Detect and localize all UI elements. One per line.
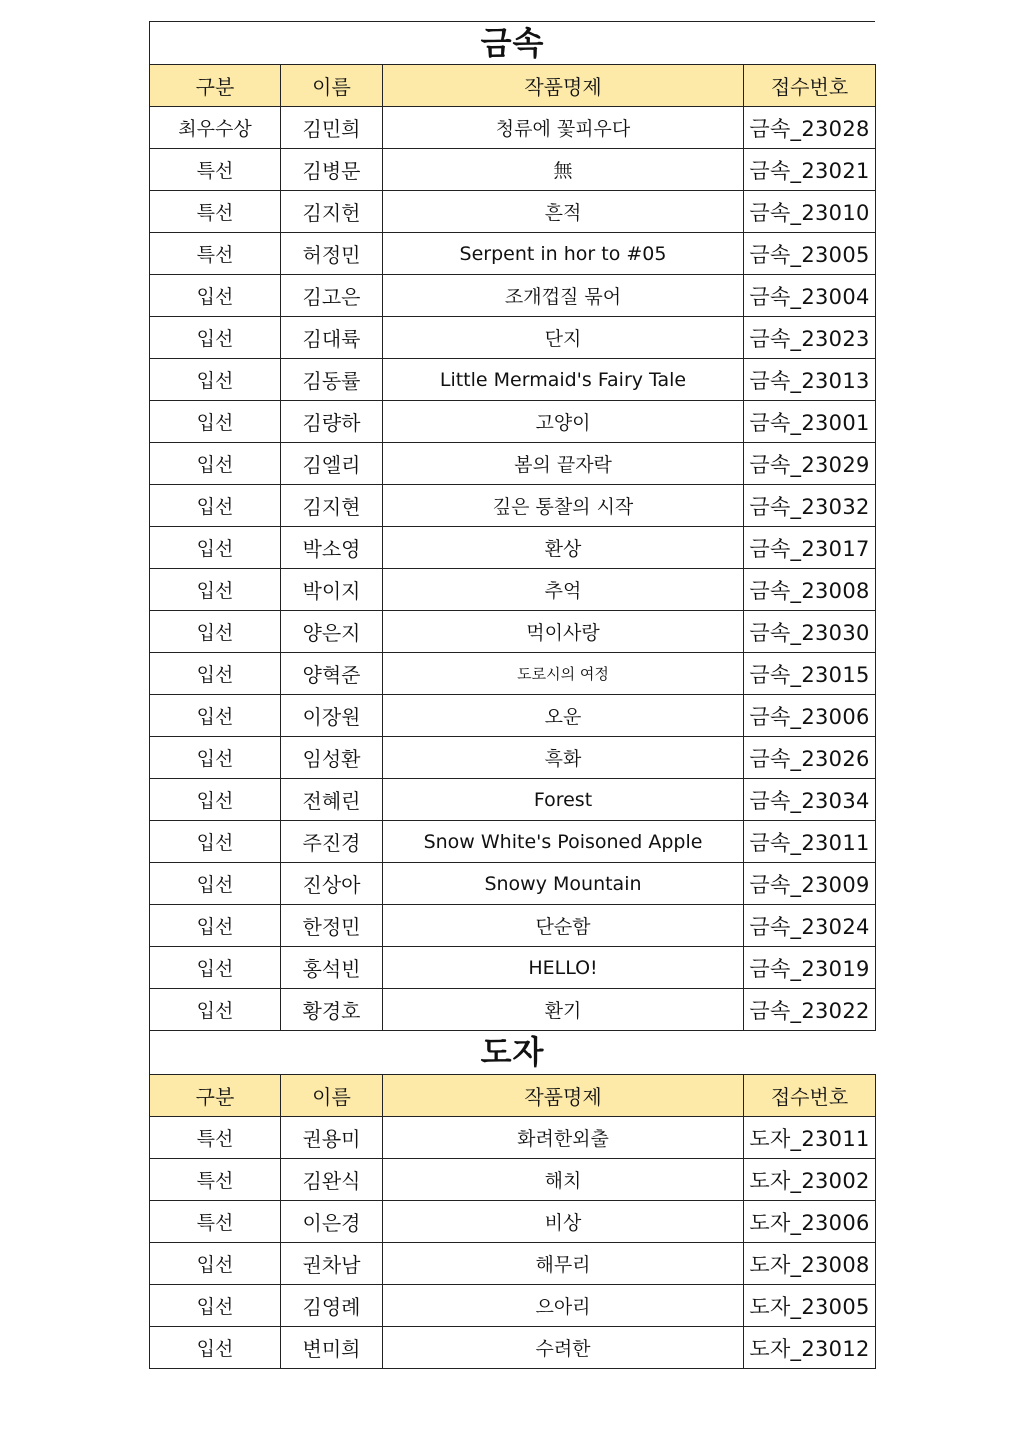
name-cell: 김동률 [281, 359, 383, 401]
category-cell: 입선 [150, 611, 281, 653]
name-cell: 김지헌 [281, 191, 383, 233]
title-cell: 해치 [383, 1159, 744, 1201]
table-row [150, 611, 876, 653]
title-cell: 흔적 [383, 191, 744, 233]
code-cell: 금속_23022 [744, 989, 876, 1031]
table-row [150, 653, 876, 695]
name-cell: 김병문 [281, 149, 383, 191]
code-cell: 금속_23028 [744, 107, 876, 149]
category-cell: 입선 [150, 569, 281, 611]
category-cell: 특선 [150, 1159, 281, 1201]
header-category: 구분 [150, 65, 281, 107]
code-cell: 금속_23019 [744, 947, 876, 989]
table-header-row [150, 65, 876, 107]
name-cell: 이장원 [281, 695, 383, 737]
category-cell: 특선 [150, 1201, 281, 1243]
table-row [150, 947, 876, 989]
category-cell: 입선 [150, 905, 281, 947]
code-cell: 금속_23009 [744, 863, 876, 905]
code-cell: 금속_23021 [744, 149, 876, 191]
code-cell: 금속_23010 [744, 191, 876, 233]
name-cell: 이은경 [281, 1201, 383, 1243]
section-title-ceramics: 도자 [149, 1031, 875, 1074]
category-cell: 입선 [150, 947, 281, 989]
code-cell: 도자_23012 [744, 1327, 876, 1369]
table-row [150, 1201, 876, 1243]
name-cell: 양혁준 [281, 653, 383, 695]
header-name: 이름 [281, 65, 383, 107]
title-cell: 비상 [383, 1201, 744, 1243]
name-cell: 권차남 [281, 1243, 383, 1285]
code-cell: 금속_23017 [744, 527, 876, 569]
title-cell: 흑화 [383, 737, 744, 779]
table-row [150, 1159, 876, 1201]
table-row [150, 527, 876, 569]
name-cell: 임성환 [281, 737, 383, 779]
category-cell: 입선 [150, 485, 281, 527]
table-row [150, 233, 876, 275]
category-cell: 입선 [150, 401, 281, 443]
code-cell: 금속_23013 [744, 359, 876, 401]
name-cell: 김완식 [281, 1159, 383, 1201]
table-row [150, 569, 876, 611]
category-cell: 최우수상 [150, 107, 281, 149]
code-cell: 금속_23029 [744, 443, 876, 485]
title-cell: 수려한 [383, 1327, 744, 1369]
table-row [150, 779, 876, 821]
metal-results-table [149, 64, 876, 1031]
name-cell: 김영례 [281, 1285, 383, 1327]
title-cell: 조개껍질 묶어 [383, 275, 744, 317]
category-cell: 입선 [150, 779, 281, 821]
category-cell: 특선 [150, 1117, 281, 1159]
title-cell: Little Mermaid's Fairy Tale [383, 359, 744, 401]
category-cell: 특선 [150, 233, 281, 275]
category-cell: 입선 [150, 1285, 281, 1327]
category-cell: 입선 [150, 443, 281, 485]
code-cell: 금속_23026 [744, 737, 876, 779]
metal-table-body [150, 107, 876, 1031]
category-cell: 입선 [150, 359, 281, 401]
title-cell: 으아리 [383, 1285, 744, 1327]
category-cell: 입선 [150, 317, 281, 359]
title-cell: 無 [383, 149, 744, 191]
category-cell: 입선 [150, 653, 281, 695]
code-cell: 금속_23032 [744, 485, 876, 527]
code-cell: 도자_23008 [744, 1243, 876, 1285]
category-cell: 입선 [150, 1243, 281, 1285]
header-name: 이름 [281, 1075, 383, 1117]
header-code: 접수번호 [744, 1075, 876, 1117]
code-cell: 금속_23023 [744, 317, 876, 359]
code-cell: 금속_23008 [744, 569, 876, 611]
code-cell: 도자_23006 [744, 1201, 876, 1243]
table-row [150, 821, 876, 863]
code-cell: 도자_23005 [744, 1285, 876, 1327]
code-cell: 도자_23002 [744, 1159, 876, 1201]
category-cell: 특선 [150, 149, 281, 191]
title-cell: 봄의 끝자락 [383, 443, 744, 485]
title-cell: 단지 [383, 317, 744, 359]
name-cell: 전혜린 [281, 779, 383, 821]
name-cell: 김민희 [281, 107, 383, 149]
header-code: 접수번호 [744, 65, 876, 107]
category-cell: 입선 [150, 527, 281, 569]
code-cell: 금속_23034 [744, 779, 876, 821]
title-cell: 추억 [383, 569, 744, 611]
header-title: 작품명제 [383, 65, 744, 107]
table-header-row [150, 1075, 876, 1117]
table-row [150, 1117, 876, 1159]
code-cell: 금속_23001 [744, 401, 876, 443]
code-cell: 금속_23030 [744, 611, 876, 653]
title-cell: 해무리 [383, 1243, 744, 1285]
category-cell: 입선 [150, 989, 281, 1031]
header-category: 구분 [150, 1075, 281, 1117]
table-row [150, 695, 876, 737]
title-cell: 청류에 꽃피우다 [383, 107, 744, 149]
name-cell: 김대륙 [281, 317, 383, 359]
title-cell: 먹이사랑 [383, 611, 744, 653]
title-cell: 오운 [383, 695, 744, 737]
table-row [150, 905, 876, 947]
name-cell: 허정민 [281, 233, 383, 275]
name-cell: 변미희 [281, 1327, 383, 1369]
table-row [150, 989, 876, 1031]
title-cell: Snowy Mountain [383, 863, 744, 905]
name-cell: 김지현 [281, 485, 383, 527]
code-cell: 금속_23024 [744, 905, 876, 947]
table-row [150, 863, 876, 905]
title-cell: HELLO! [383, 947, 744, 989]
table-row [150, 191, 876, 233]
table-row [150, 401, 876, 443]
table-row [150, 107, 876, 149]
table-row [150, 317, 876, 359]
section-title-metal: 금속 [149, 21, 875, 64]
table-row [150, 1243, 876, 1285]
table-row [150, 149, 876, 191]
category-cell: 입선 [150, 695, 281, 737]
title-cell: 도로시의 여정 [383, 653, 744, 695]
code-cell: 금속_23006 [744, 695, 876, 737]
table-row [150, 275, 876, 317]
category-cell: 특선 [150, 191, 281, 233]
code-cell: 도자_23011 [744, 1117, 876, 1159]
name-cell: 주진경 [281, 821, 383, 863]
table-row [150, 1285, 876, 1327]
title-cell: 환상 [383, 527, 744, 569]
category-cell: 입선 [150, 1327, 281, 1369]
category-cell: 입선 [150, 737, 281, 779]
name-cell: 김고은 [281, 275, 383, 317]
name-cell: 박이지 [281, 569, 383, 611]
title-cell: 깊은 통찰의 시작 [383, 485, 744, 527]
table-row [150, 485, 876, 527]
name-cell: 양은지 [281, 611, 383, 653]
name-cell: 황경호 [281, 989, 383, 1031]
ceramics-results-table [149, 1074, 876, 1369]
name-cell: 홍석빈 [281, 947, 383, 989]
results-sheet [149, 21, 875, 1369]
code-cell: 금속_23015 [744, 653, 876, 695]
title-cell: 화려한외출 [383, 1117, 744, 1159]
ceramics-table-body [150, 1117, 876, 1369]
table-row [150, 359, 876, 401]
code-cell: 금속_23004 [744, 275, 876, 317]
table-row [150, 1327, 876, 1369]
name-cell: 김엘리 [281, 443, 383, 485]
code-cell: 금속_23011 [744, 821, 876, 863]
table-row [150, 443, 876, 485]
title-cell: 환기 [383, 989, 744, 1031]
table-row [150, 737, 876, 779]
name-cell: 박소영 [281, 527, 383, 569]
name-cell: 김량하 [281, 401, 383, 443]
category-cell: 입선 [150, 863, 281, 905]
title-cell: Serpent in hor to #05 [383, 233, 744, 275]
title-cell: 고양이 [383, 401, 744, 443]
name-cell: 진상아 [281, 863, 383, 905]
title-cell: Snow White's Poisoned Apple [383, 821, 744, 863]
name-cell: 권용미 [281, 1117, 383, 1159]
category-cell: 입선 [150, 821, 281, 863]
category-cell: 입선 [150, 275, 281, 317]
header-title: 작품명제 [383, 1075, 744, 1117]
code-cell: 금속_23005 [744, 233, 876, 275]
name-cell: 한정민 [281, 905, 383, 947]
title-cell: 단순함 [383, 905, 744, 947]
title-cell: Forest [383, 779, 744, 821]
